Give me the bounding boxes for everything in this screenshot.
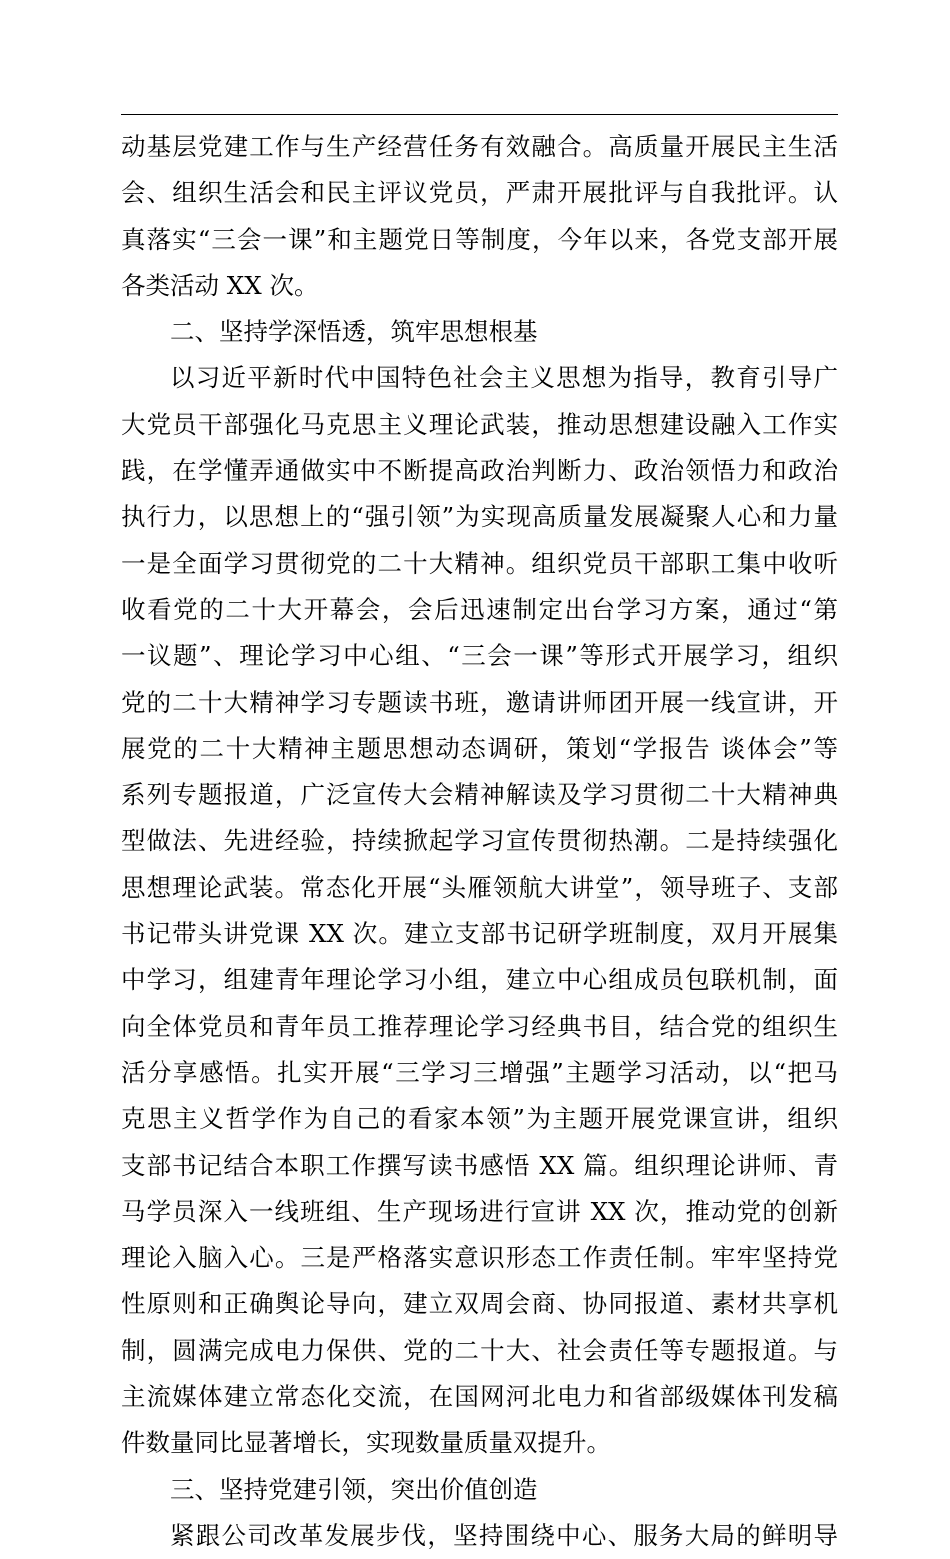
text-line: 活分享感悟。扎实开展“三学习三增强”主题学习活动，以“把马 — [121, 1057, 838, 1087]
header-rule — [121, 114, 838, 115]
text-line: 系列专题报道，广泛宣传大会精神解读及学习贯彻二十大精神典 — [121, 780, 838, 810]
text-line: 一是全面学习贯彻党的二十大精神。组织党员干部职工集中收听 — [121, 548, 838, 578]
text-line: 真落实“三会一课”和主题党日等制度，今年以来，各党支部开展 — [121, 224, 838, 254]
text-line: 以习近平新时代中国特色社会主义思想为指导，教育引导广 — [170, 363, 838, 393]
section-heading-3: 三、坚持党建引领，突出价值创造 — [170, 1474, 538, 1504]
text-line: 收看党的二十大开幕会，会后迅速制定出台学习方案，通过“第 — [121, 594, 838, 624]
text-line: 思想理论武装。常态化开展“头雁领航大讲堂”，领导班子、支部 — [121, 872, 838, 902]
text-line: 中学习，组建青年理论学习小组，建立中心组成员包联机制，面 — [121, 965, 838, 995]
text-line: 会、组织生活会和民主评议党员，严肃开展批评与自我批评。认 — [121, 178, 838, 208]
text-line: 理论入脑入心。三是严格落实意识形态工作责任制。牢牢坚持党 — [121, 1243, 838, 1273]
text-line: 践，在学懂弄通做实中不断提高政治判断力、政治领悟力和政治 — [121, 456, 838, 486]
text-line: 向全体党员和青年员工推荐理论学习经典书目，结合党的组织生 — [121, 1011, 838, 1041]
text-line: 党的二十大精神学习专题读书班，邀请讲师团开展一线宣讲，开 — [121, 687, 838, 717]
text-line: 紧跟公司改革发展步伐，坚持围绕中心、服务大局的鲜明导 — [170, 1520, 838, 1550]
text-line: 各类活动 XX 次。 — [121, 270, 319, 300]
text-line: 动基层党建工作与生产经营任务有效融合。高质量开展民主生活 — [121, 132, 838, 161]
text-line: 一议题”、理论学习中心组、“三会一课”等形式开展学习，组织 — [121, 641, 838, 671]
text-line: 大党员干部强化马克思主义理论武装，推动思想建设融入工作实 — [121, 409, 838, 439]
text-line: 主流媒体建立常态化交流，在国网河北电力和省部级媒体刊发稿 — [121, 1382, 838, 1412]
text-line: 型做法、先进经验，持续掀起学习宣传贯彻热潮。二是持续强化 — [121, 826, 838, 856]
section-heading-2: 二、坚持学深悟透，筑牢思想根基 — [170, 317, 538, 347]
text-line: 制，圆满完成电力保供、党的二十大、社会责任等专题报道。与 — [121, 1335, 838, 1365]
text-line: 执行力，以思想上的“强引领”为实现高质量发展凝聚人心和力量 — [121, 502, 838, 532]
text-line: 书记带头讲党课 XX 次。建立支部书记研学班制度，双月开展集 — [121, 919, 838, 949]
text-line: 马学员深入一线班组、生产现场进行宣讲 XX 次，推动党的创新 — [121, 1196, 838, 1226]
text-line: 件数量同比显著增长，实现数量质量双提升。 — [121, 1428, 611, 1458]
text-line: 支部书记结合本职工作撰写读书感悟 XX 篇。组织理论讲师、青 — [121, 1150, 838, 1180]
text-line: 展党的二十大精神主题思想动态调研，策划“学报告 谈体会”等 — [121, 733, 838, 763]
text-line: 性原则和正确舆论导向，建立双周会商、协同报道、素材共享机 — [121, 1289, 838, 1319]
text-line: 克思主义哲学作为自己的看家本领”为主题开展党课宣讲，组织 — [121, 1104, 838, 1134]
